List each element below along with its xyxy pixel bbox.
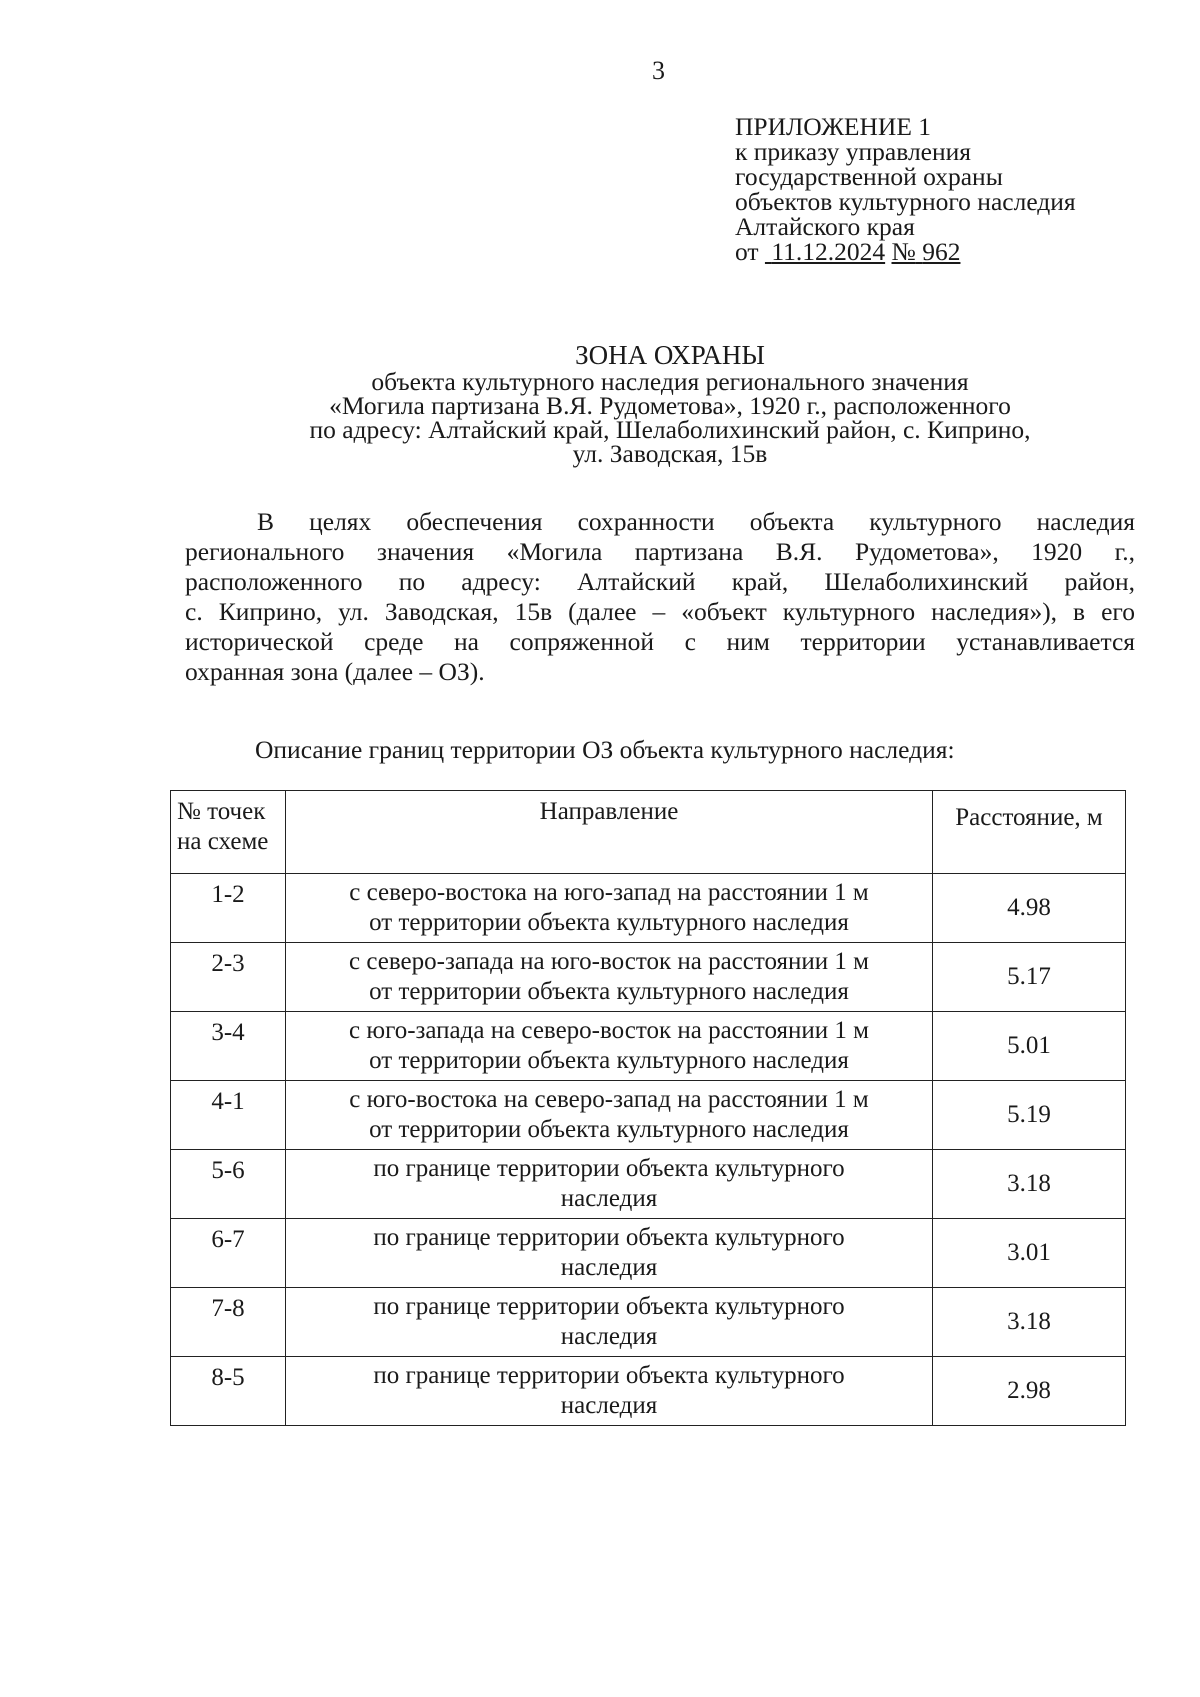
table-header-row	[171, 791, 1126, 874]
table-caption: Описание границ территории ОЗ объекта культурного наследия:	[255, 735, 955, 764]
cell-direction	[286, 943, 933, 1012]
cell-points: 8-5	[171, 1357, 286, 1426]
table-row	[171, 1081, 1126, 1150]
table-row	[171, 874, 1126, 943]
cell-direction-line-1: с юго-запада на северо-восток на расстоянии 1 м	[349, 1017, 869, 1044]
cell-distance: 2.98	[933, 1357, 1126, 1426]
cell-direction-line-1: по границе территории объекта культурного	[373, 1155, 845, 1182]
appendix-number-prefix: №	[891, 237, 916, 266]
document-title-block	[230, 340, 1110, 468]
cell-distance: 3.01	[933, 1219, 1126, 1288]
appendix-date	[765, 237, 885, 266]
appendix-line-4: Алтайского края	[735, 212, 915, 241]
appendix-block	[735, 114, 1076, 264]
cell-direction-line-2: наследия	[560, 1392, 658, 1419]
page-number: 3	[652, 56, 665, 85]
appendix-line-1: к приказу управления	[735, 137, 972, 166]
cell-direction	[286, 1081, 933, 1150]
cell-points: 2-3	[171, 943, 286, 1012]
header-distance: Расстояние, м	[933, 791, 1126, 874]
table-row	[171, 1219, 1126, 1288]
cell-points: 1-2	[171, 874, 286, 943]
cell-points: 3-4	[171, 1012, 286, 1081]
table-row	[171, 1012, 1126, 1081]
cell-direction	[286, 1012, 933, 1081]
title-line-1: объекта культурного наследия регионального значения	[371, 367, 969, 396]
cell-points: 7-8	[171, 1288, 286, 1357]
cell-distance: 5.17	[933, 943, 1126, 1012]
cell-direction-line-2: наследия	[560, 1254, 658, 1281]
table-row	[171, 1150, 1126, 1219]
appendix-date-line	[735, 239, 1076, 264]
cell-direction-line-1: с северо-запада на юго-восток на расстоянии 1 м	[349, 948, 869, 975]
appendix-line-3: объектов культурного наследия	[735, 187, 1076, 216]
cell-direction	[286, 1288, 933, 1357]
cell-direction-line-2: наследия	[560, 1323, 658, 1350]
body-paragraph	[185, 507, 1135, 687]
cell-direction	[286, 1150, 933, 1219]
appendix-number	[892, 237, 961, 266]
document-heading: ЗОНА ОХРАНЫ	[575, 340, 765, 370]
title-line-4: ул. Заводская, 15в	[572, 439, 768, 468]
cell-direction-line-2: от территории объекта культурного наследия	[369, 1116, 849, 1143]
table-row	[171, 1288, 1126, 1357]
appendix-line-2: государственной охраны	[735, 162, 1003, 191]
appendix-number-value: 962	[922, 237, 961, 266]
cell-direction-line-1: с северо-востока на юго-запад на расстоянии 1 м	[349, 879, 869, 906]
cell-direction	[286, 1219, 933, 1288]
cell-direction	[286, 874, 933, 943]
appendix-title: ПРИЛОЖЕНИЕ 1	[735, 112, 932, 141]
cell-distance: 5.19	[933, 1081, 1126, 1150]
cell-distance: 3.18	[933, 1288, 1126, 1357]
cell-direction-line-1: по границе территории объекта культурного	[373, 1362, 845, 1389]
cell-direction-line-2: от территории объекта культурного наследия	[369, 978, 849, 1005]
cell-points: 6-7	[171, 1219, 286, 1288]
cell-distance: 3.18	[933, 1150, 1126, 1219]
header-points-line-2: на схеме	[177, 828, 269, 855]
cell-points: 5-6	[171, 1150, 286, 1219]
paragraph-line-5: исторической среде на сопряженной с ним территории устанавливается	[185, 627, 1135, 656]
paragraph-line-3: расположенного по адресу: Алтайский край, Шелаболихинский район,	[185, 567, 1135, 596]
boundaries-table	[170, 790, 1126, 1426]
cell-direction	[286, 1357, 933, 1426]
cell-distance: 4.98	[933, 874, 1126, 943]
cell-points: 4-1	[171, 1081, 286, 1150]
paragraph-line-4: с. Киприно, ул. Заводская, 15в (далее – «объект культурного наследия»), в его	[185, 597, 1135, 626]
header-direction: Направление	[286, 791, 933, 874]
header-points-line-1: № точек	[177, 798, 266, 825]
cell-direction-line-1: с юго-востока на северо-запад на расстоянии 1 м	[349, 1086, 869, 1113]
title-line-2: «Могила партизана В.Я. Рудометова», 1920 г., расположенного	[329, 391, 1011, 420]
paragraph-line-1: В целях обеспечения сохранности объекта культурного наследия	[257, 507, 1135, 536]
cell-direction-line-1: по границе территории объекта культурного	[373, 1224, 845, 1251]
title-line-3: по адресу: Алтайский край, Шелаболихинский район, с. Киприно,	[309, 415, 1031, 444]
appendix-date-value: 11.12.2024	[771, 237, 886, 266]
table-row	[171, 943, 1126, 1012]
appendix-date-prefix: от	[735, 237, 759, 266]
cell-direction-line-2: от территории объекта культурного наследия	[369, 1047, 849, 1074]
paragraph-line-6: охранная зона (далее – ОЗ).	[185, 657, 485, 686]
cell-direction-line-1: по границе территории объекта культурного	[373, 1293, 845, 1320]
table-row	[171, 1357, 1126, 1426]
paragraph-line-2: регионального значения «Могила партизана В.Я. Рудометова», 1920 г.,	[185, 537, 1135, 566]
cell-direction-line-2: от территории объекта культурного наследия	[369, 909, 849, 936]
cell-distance: 5.01	[933, 1012, 1126, 1081]
cell-direction-line-2: наследия	[560, 1185, 658, 1212]
header-points	[171, 791, 286, 874]
